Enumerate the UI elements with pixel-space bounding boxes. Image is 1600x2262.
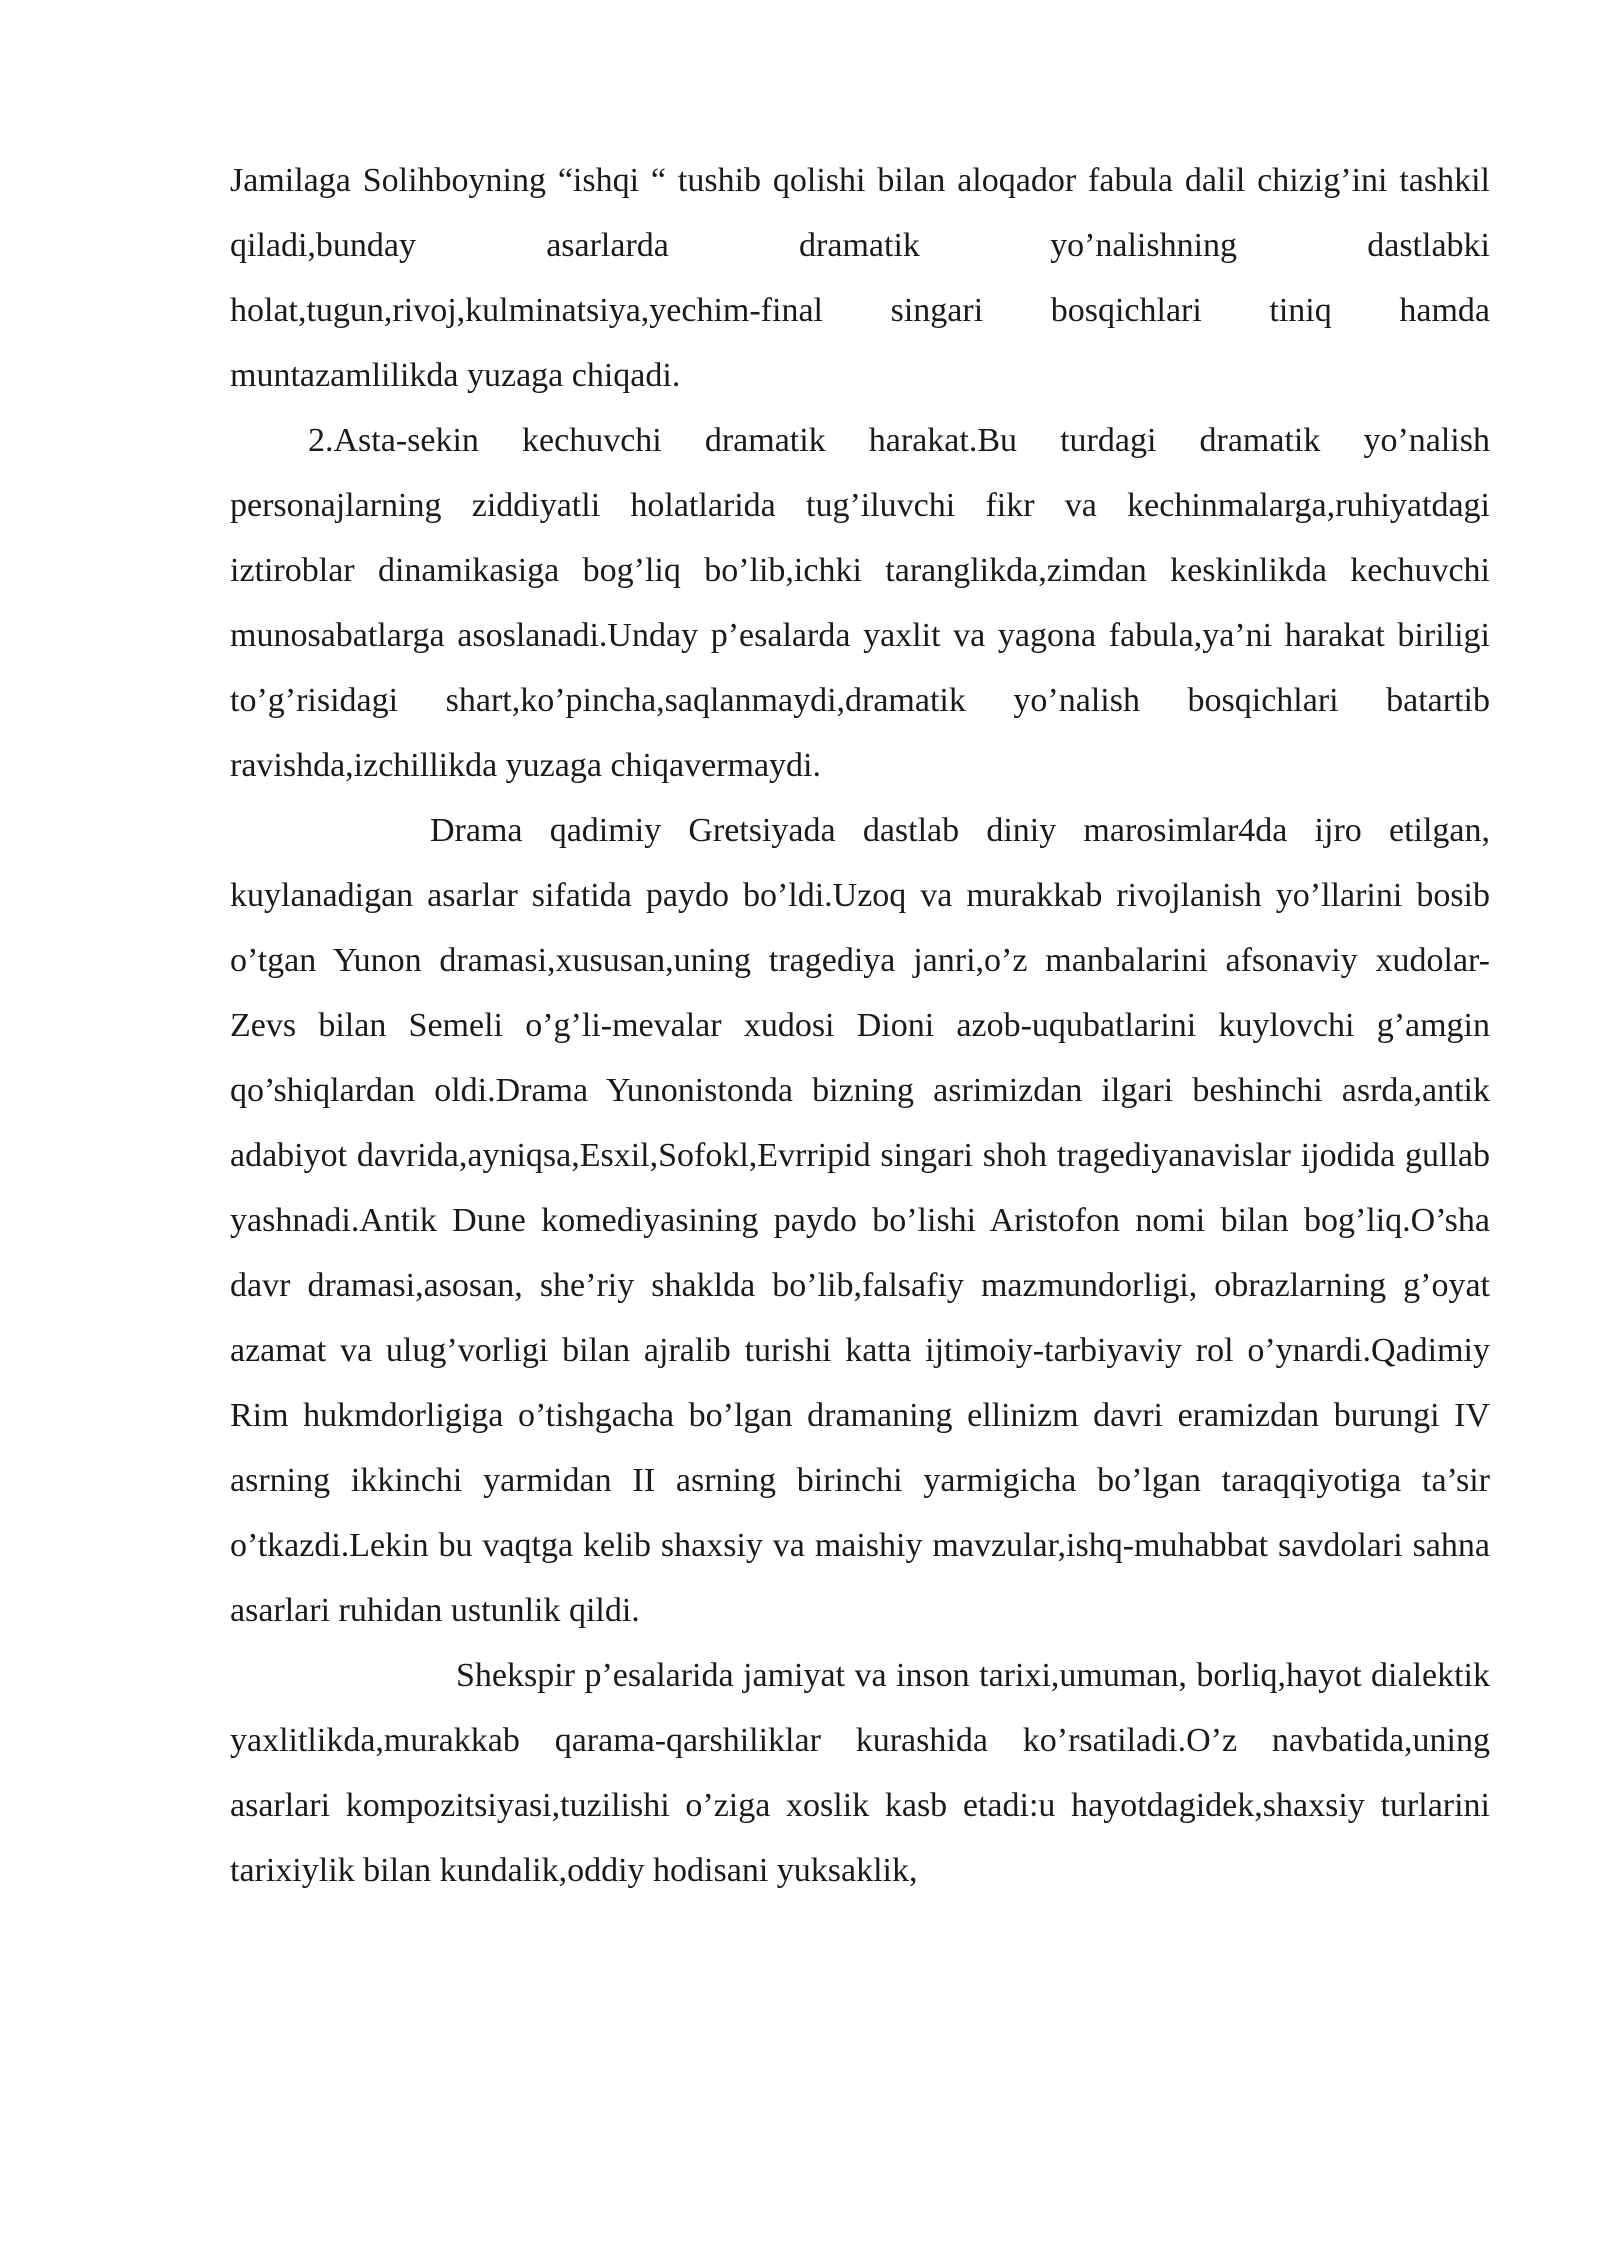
paragraph-shakespeare: Shekspir p’esalarida jamiyat va inson tarixi,umuman, borliq,hayot dialektik yaxlitlikda,murakkab qarama-qarshiliklar kurashida ko’rsatiladi.O’z navbatida,uning asarlari kompozitsiyasi,tuzilishi o’ziga xoslik kasb etadi:u hayotdagidek,shaxsiy turlarini tarixiylik bilan kundalik,oddiy hodisani yuksaklik,: [230, 1657, 1490, 1889]
document-body: [230, 148, 1490, 1903]
paragraph-fabula: Jamilaga Solihboyning “ishqi “ tushib qolishi bilan aloqador fabula dalil chizig’ini tashkil qiladi,bunday asarlarda dramatik yo’nalishning dastlabki holat,tugun,rivoj,kulminatsiya,yechim-final singari bosqichlari tiniq hamda muntazamlilikda yuzaga chiqadi.: [230, 162, 1490, 394]
paragraph-greek-drama: Drama qadimiy Gretsiyada dastlab diniy marosimlar4da ijro etilgan, kuylanadigan asarlar sifatida paydo bo’ldi.Uzoq va murakkab rivojlanish yo’llarini bosib o’tgan Yunon dramasi,xususan,uning tragediya janri,o’z manbalarini afsonaviy xudolar-Zevs bilan Semeli o’g’li-mevalar xudosi Dioni azob-uqubatlarini kuylovchi g’amgin qo’shiqlardan oldi.Drama Yunonistonda bizning asrimizdan ilgari beshinchi asrda,antik adabiyot davrida,ayniqsa,Esxil,Sofokl,Evrripid singari shoh tragediyanavislar ijodida gullab yashnadi.Antik Dune komediyasining paydo bo’lishi Aristofon nomi bilan bog’liq.O’sha davr dramasi,asosan, she’riy shaklda bo’lib,falsafiy mazmundorligi, obrazlarning g’oyat azamat va ulug’vorligi bilan ajralib turishi katta ijtimoiy-tarbiyaviy rol o’ynardi.Qadimiy Rim hukmdorligiga o’tishgacha bo’lgan dramaning ellinizm davri eramizdan burungi IV asrning ikkinchi yarmidan II asrning birinchi yarmigicha bo’lgan taraqqiyotiga ta’sir o’tkazdi.Lekin bu vaqtga kelib shaxsiy va maishiy mavzular,ishq-muhabbat savdolari sahna asarlari ruhidan ustunlik qildi.: [230, 812, 1490, 1629]
paragraph-dramatic-action: 2.Asta-sekin kechuvchi dramatik harakat.Bu turdagi dramatik yo’nalish personajlarning ziddiyatli holatlarida tug’iluvchi fikr va kechinmalarga,ruhiyatdagi iztiroblar dinamikasiga bog’liq bo’lib,ichki taranglikda,zimdan keskinlikda kechuvchi munosabatlarga asoslanadi.Unday p’esalarda yaxlit va yagona fabula,ya’ni harakat biriligi to’g’risidagi shart,ko’pincha,saqlanmaydi,dramatik yo’nalish bosqichlari batartib ravishda,izchillikda yuzaga chiqavermaydi.: [230, 422, 1490, 784]
